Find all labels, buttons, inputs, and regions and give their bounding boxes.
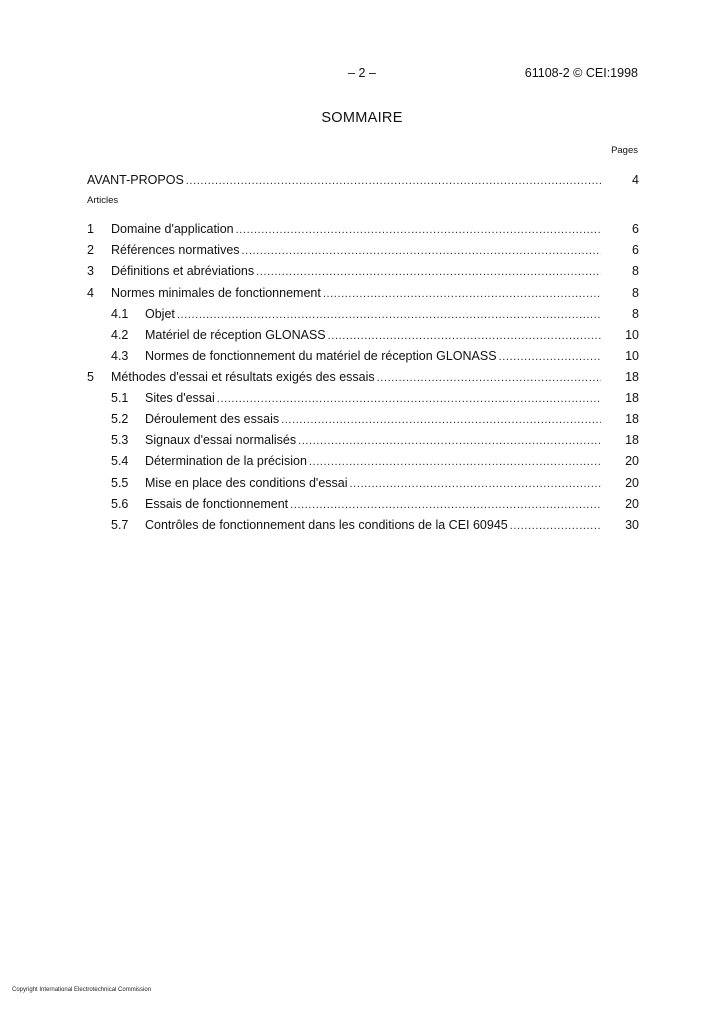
toc-entry-page: 20 (625, 497, 639, 511)
toc-entry-sub (111, 327, 639, 343)
toc-leader-dots (177, 307, 601, 323)
toc-entry-title: Références normatives (111, 243, 240, 257)
toc-entry-page: 30 (625, 518, 639, 532)
toc-entry-title: Matériel de réception GLONASS (145, 328, 326, 342)
header-document-id: 61108-2 © CEI:1998 (524, 66, 638, 80)
toc-entry-title: Domaine d'application (111, 222, 234, 236)
toc-entry-title: Mise en place des conditions d'essai (145, 476, 348, 490)
toc-entry-sub (111, 306, 639, 322)
toc-entry (87, 221, 639, 237)
toc-entry-foreword (87, 172, 639, 188)
toc-entry-number: 4 (87, 286, 94, 300)
toc-entry-sub (111, 475, 639, 491)
toc-entry-title: Méthodes d'essai et résultats exigés des essais (111, 370, 375, 384)
toc-entry-title: Essais de fonctionnement (145, 497, 289, 511)
toc-leader-dots (236, 222, 601, 238)
toc-leader-dots (217, 391, 601, 407)
toc-entry-sub (111, 411, 639, 427)
toc-entry (87, 369, 639, 385)
toc-leader-dots (290, 497, 601, 513)
toc-entry-page: 6 (632, 243, 639, 257)
toc-entry-number: 1 (87, 222, 94, 236)
toc-leader-dots (256, 264, 601, 280)
toc-entry-title: Définitions et abréviations (111, 264, 255, 278)
toc-leader-dots (328, 328, 601, 344)
toc-entry-title: Contrôles de fonctionnement dans les conditions de la CEI 60945 (145, 518, 508, 532)
page-title: SOMMAIRE (321, 110, 403, 126)
footer-copyright: Copyright International Electrotechnical Commission (12, 987, 152, 993)
toc-entry-number: 5.3 (111, 433, 129, 447)
toc-entry-page: 20 (625, 454, 639, 468)
toc-entry-sub (111, 453, 639, 469)
toc-entry-page: 18 (625, 391, 639, 405)
toc-entry-sub (111, 390, 639, 406)
toc-entry-title: AVANT-PROPOS (87, 173, 184, 187)
toc-entry-sub (111, 496, 639, 512)
toc-leader-dots (309, 454, 601, 470)
toc-entry-title: Sites d'essai (145, 391, 215, 405)
toc-entry-page: 10 (625, 328, 639, 342)
toc-leader-dots (281, 412, 601, 428)
toc-entry-title: Signaux d'essai normalisés (145, 433, 297, 447)
toc-entry-page: 10 (625, 349, 639, 363)
toc-entry-page: 18 (625, 412, 639, 426)
pages-column-label: Pages (611, 145, 638, 156)
toc-entry-title: Détermination de la précision (145, 454, 307, 468)
toc-entry-sub (111, 517, 639, 533)
toc-entry-number: 4.2 (111, 328, 129, 342)
toc-entry-page: 8 (632, 307, 639, 321)
toc-entry-number: 5.1 (111, 391, 129, 405)
toc-leader-dots (298, 433, 601, 449)
toc-entry (87, 285, 639, 301)
toc-leader-dots (242, 243, 601, 259)
toc-entry-page: 8 (632, 264, 639, 278)
toc-entry-page: 20 (625, 476, 639, 490)
toc-entry-title: Déroulement des essais (145, 412, 280, 426)
header-page-number: – 2 – (348, 66, 376, 80)
toc-entry-number: 5.6 (111, 497, 129, 511)
toc-leader-dots (377, 370, 601, 386)
toc-leader-dots (350, 476, 601, 492)
toc-entry-title: Normes de fonctionnement du matériel de réception GLONASS (145, 349, 497, 363)
toc-entry-page: 6 (632, 222, 639, 236)
toc-entry-number: 4.1 (111, 307, 129, 321)
toc-entry-title: Normes minimales de fonctionnement (111, 286, 321, 300)
toc-entry-title: Objet (145, 307, 175, 321)
toc-leader-dots (510, 518, 601, 534)
toc-entry (87, 263, 639, 279)
toc-entry-page: 4 (632, 173, 639, 187)
toc-entry-page: 18 (625, 370, 639, 384)
toc-entry-number: 4.3 (111, 349, 129, 363)
toc-entry-page: 18 (625, 433, 639, 447)
toc-entry-number: 5.2 (111, 412, 129, 426)
toc-entry-sub (111, 432, 639, 448)
toc-entry-number: 3 (87, 264, 94, 278)
toc-leader-dots (323, 286, 601, 302)
toc-leader-dots (499, 349, 601, 365)
toc-entry-number: 2 (87, 243, 94, 257)
toc-entry-number: 5.5 (111, 476, 129, 490)
toc-entry-number: 5 (87, 370, 94, 384)
toc-entry-sub (111, 348, 639, 364)
toc-entry-number: 5.7 (111, 518, 129, 532)
articles-label: Articles (87, 195, 119, 206)
toc-entry-page: 8 (632, 286, 639, 300)
toc-entry (87, 242, 639, 258)
toc-leader-dots (186, 173, 601, 189)
toc-entry-number: 5.4 (111, 454, 129, 468)
